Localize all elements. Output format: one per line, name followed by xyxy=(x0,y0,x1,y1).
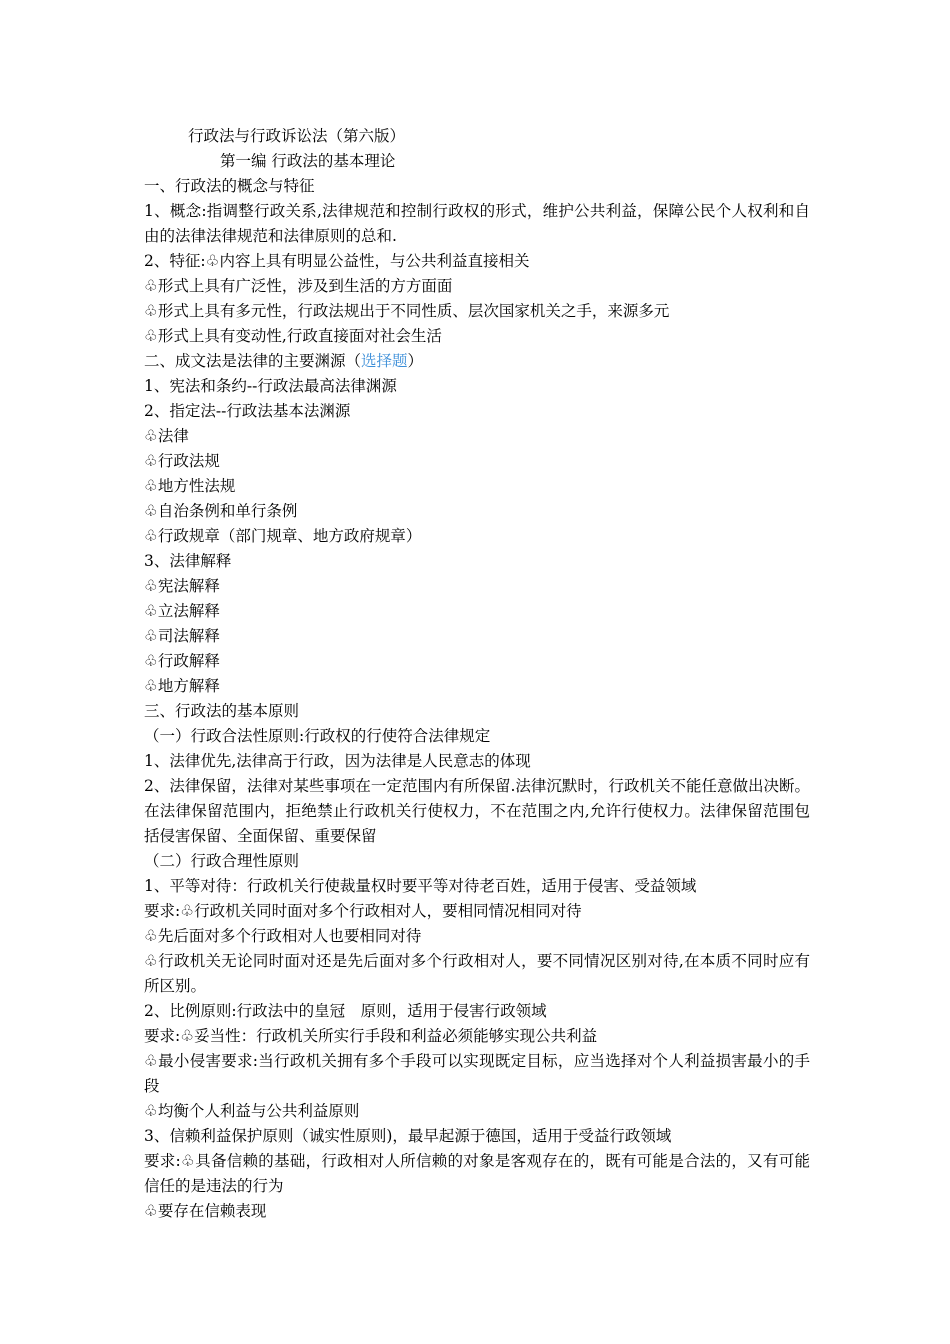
bullet-item: ♧司法解释 xyxy=(144,627,220,645)
bullet-item: ♧行政机关无论同时面对还是先后面对多个行政相对人，要不同情况区别对待,在本质不同时应有所区别。 xyxy=(144,952,810,995)
bullet-item: ♧均衡个人利益与公共利益原则 xyxy=(144,1102,360,1120)
paragraph: 3、法律解释 xyxy=(144,552,232,570)
bullet-item: ♧地方解释 xyxy=(144,677,220,695)
paragraph: 要求:♧行政机关同时面对多个行政相对人，要相同情况相同对待 xyxy=(144,902,582,920)
bullet-item: ♧形式上具有变动性,行政直接面对社会生活 xyxy=(144,327,442,345)
bullet-item: ♧行政解释 xyxy=(144,652,220,670)
bullet-item: ♧宪法解释 xyxy=(144,577,220,595)
document-title: 行政法与行政诉讼法（第六版） xyxy=(188,127,406,145)
paragraph: 1、法律优先,法律高于行政，因为法律是人民意志的体现 xyxy=(144,752,531,770)
bullet-item: ♧要存在信赖表现 xyxy=(144,1202,267,1220)
paragraph: 1、宪法和条约--行政法最高法律渊源 xyxy=(144,377,397,395)
subsection-heading: （二）行政合理性原则 xyxy=(144,852,300,870)
paragraph: 1、概念:指调整行政关系,法律规范和控制行政权的形式，维护公共利益，保障公民个人权利和自由的法律法律规范和法律原则的总和. xyxy=(144,202,810,245)
paragraph: 要求:♧具备信赖的基础，行政相对人所信赖的对象是客观存在的，既有可能是合法的，又有可能信任的是违法的行为 xyxy=(144,1152,810,1195)
paragraph: 1、平等对待：行政机关行使裁量权时要平等对待老百姓，适用于侵害、受益领域 xyxy=(144,877,697,895)
paragraph: 2、指定法--行政法基本法渊源 xyxy=(144,402,351,420)
bullet-item: ♧法律 xyxy=(144,427,189,445)
section-heading: 三、行政法的基本原则 xyxy=(144,702,300,720)
paragraph: 2、比例原则:行政法中的皇冠 原则，适用于侵害行政领域 xyxy=(144,1002,547,1020)
bullet-item: ♧形式上具有广泛性，涉及到生活的方方面面 xyxy=(144,277,453,295)
section-heading: 一、行政法的概念与特征 xyxy=(144,177,315,195)
choice-question-link[interactable]: 选择题 xyxy=(361,352,408,370)
paragraph: 要求:♧妥当性：行政机关所实行手段和利益必须能够实现公共利益 xyxy=(144,1027,598,1045)
bullet-item: ♧行政法规 xyxy=(144,452,220,470)
bullet-item: ♧自治条例和单行条例 xyxy=(144,502,298,520)
bullet-item: ♧地方性法规 xyxy=(144,477,236,495)
paragraph: 3、信赖利益保护原则（诚实性原则)，最早起源于德国，适用于受益行政领域 xyxy=(144,1127,672,1145)
subsection-heading: （一）行政合法性原则:行政权的行使符合法律规定 xyxy=(144,727,491,745)
bullet-item: ♧最小侵害要求:当行政机关拥有多个手段可以实现既定目标，应当选择对个人利益损害最小的手段 xyxy=(144,1052,810,1095)
section-heading-text: 二、成文法是法律的主要渊源（ xyxy=(144,352,362,370)
bullet-item: ♧行政规章（部门规章、地方政府规章） xyxy=(144,527,422,545)
paragraph: 2、特征:♧内容上具有明显公益性，与公共利益直接相关 xyxy=(144,252,530,270)
section-heading-text: ） xyxy=(407,352,424,370)
paragraph: 2、法律保留，法律对某些事项在一定范围内有所保留.法律沉默时，行政机关不能任意做出决断。在法律保留范围内，拒绝禁止行政机关行使权力，不在范围之内,允许行使权力。法律保留范围包括侵害保留、全面保留、重要保留 xyxy=(144,777,810,845)
bullet-item: ♧先后面对多个行政相对人也要相同对待 xyxy=(144,927,422,945)
document-body xyxy=(144,124,810,1224)
bullet-item: ♧形式上具有多元性，行政法规出于不同性质、层次国家机关之手，来源多元 xyxy=(144,302,670,320)
bullet-item: ♧立法解释 xyxy=(144,602,220,620)
section-heading xyxy=(144,349,810,374)
document-subtitle: 第一编 行政法的基本理论 xyxy=(220,152,396,170)
